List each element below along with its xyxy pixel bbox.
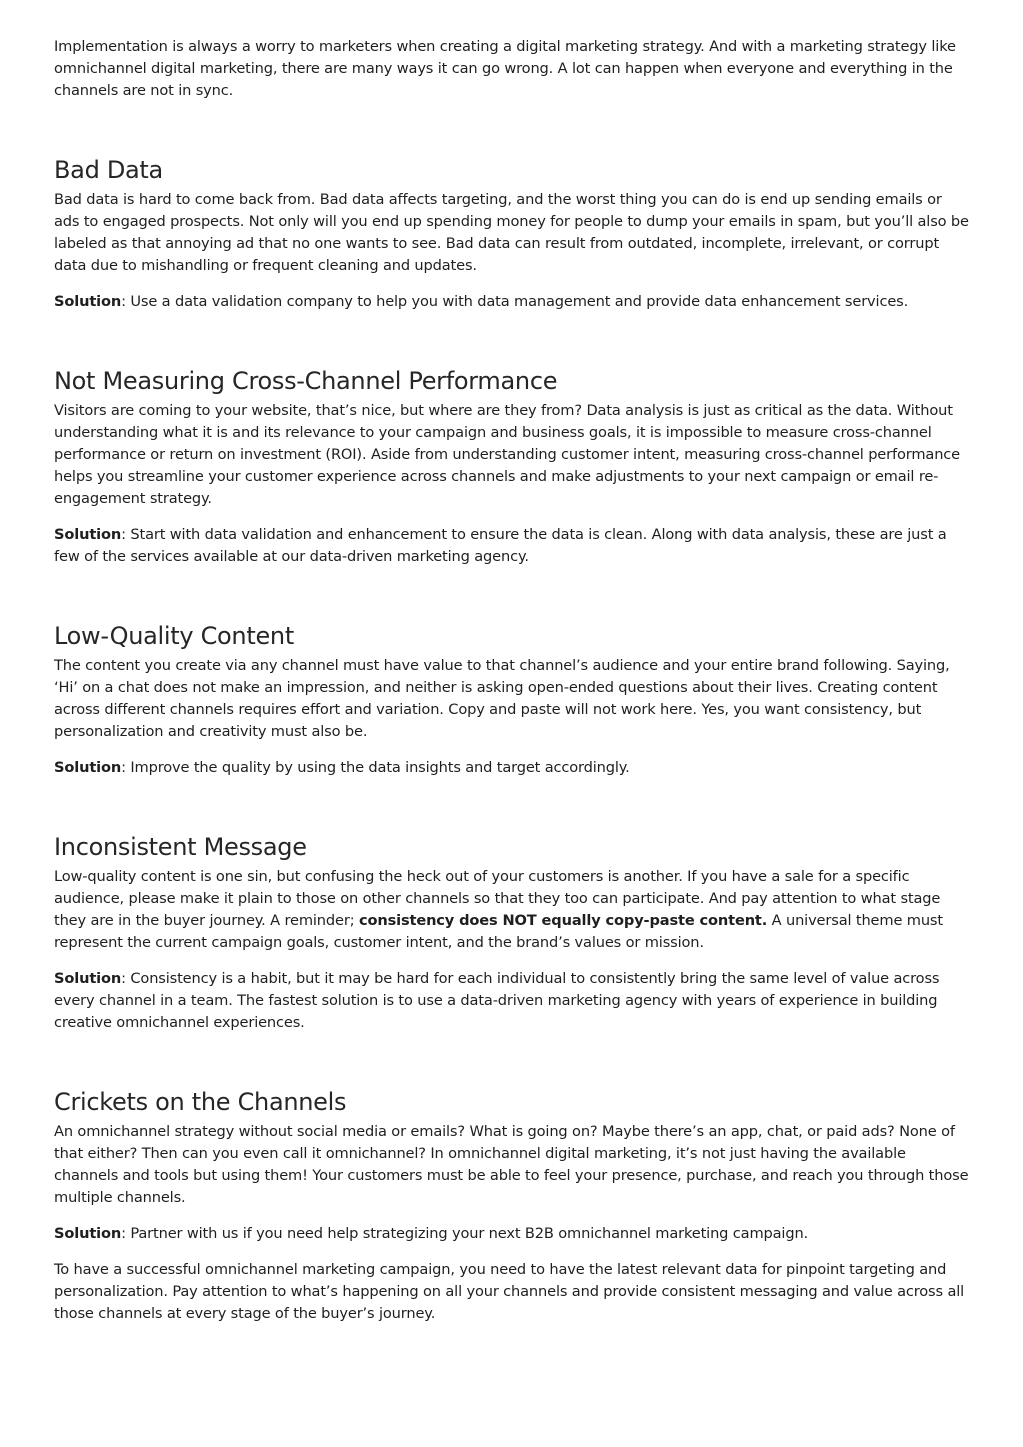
- solution-paragraph: [54, 757, 971, 779]
- solution-label: Solution: [54, 293, 122, 310]
- body-emphasis: consistency does NOT equally copy-paste content.: [358, 912, 768, 929]
- solution-text: : Consistency is a habit, but it may be hard for each individual to consistently bring the same level of value across every channel in a team. The fastest solution is to use a data-driven marketing agency with years of experience in building creative omnichannel experiences.: [54, 970, 940, 1031]
- closing-paragraph: To have a successful omnichannel marketing campaign, you need to have the latest relevant data for pinpoint targeting and personalization. Pay attention to what’s happening on all your channels and provide consistent messaging and value across all those channels at every stage of the buyer’s journey.: [54, 1261, 965, 1322]
- section-heading: Low-Quality Content: [54, 622, 294, 650]
- solution-label: Solution: [54, 970, 122, 987]
- body-text-before: Low-quality content is one sin, but confusing the heck out of your customers is another. If you have a sale for a specific audience, please make it plain to those on other channels so that they too can participate. And pay attention to what stage they are in the buyer journey. A reminder;: [54, 868, 941, 929]
- section-inconsistent-message: [54, 832, 971, 1034]
- section-body: An omnichannel strategy without social media or emails? What is going on? Maybe there’s an app, chat, or paid ads? None of that either? Then can you even call it omnichannel? In omnichannel digital marketing, it’s not just having the available channels and tools but using them! Your customers must be able to feel your presence, purchase, and reach you through those multiple channels.: [54, 1123, 969, 1206]
- solution-label: Solution: [54, 526, 122, 543]
- section-body: Bad data is hard to come back from. Bad data affects targeting, and the worst thing you can do is end up sending emails or ads to engaged prospects. Not only will you end up spending money for people to dump your emails in spam, but you’ll also be labeled as that annoying ad that no one wants to see. Bad data can result from outdated, incomplete, irrelevant, or corrupt data due to mishandling or frequent cleaning and updates.: [54, 191, 969, 274]
- section-body: Visitors are coming to your website, that’s nice, but where are they from? Data analysis is just as critical as the data. Without understanding what it is and its relevance to your campaign and business goals, it is impossible to measure cross-channel performance or return on investment (ROI). Aside from understanding customer intent, measuring cross-channel performance helps you streamline your customer experience across channels and make adjustments to your next campaign or email re-engagement strategy.: [54, 402, 961, 507]
- solution-paragraph: [54, 291, 971, 313]
- section-heading: Not Measuring Cross-Channel Performance: [54, 367, 558, 395]
- solution-text: : Use a data validation company to help you with data management and provide data enhancement services.: [121, 293, 909, 310]
- section-heading: Inconsistent Message: [54, 833, 307, 861]
- solution-text: : Start with data validation and enhancement to ensure the data is clean. Along with data analysis, these are just a few of the services available at our data-driven marketing agency.: [54, 526, 947, 565]
- solution-label: Solution: [54, 1225, 122, 1242]
- body-text-after: A universal theme must represent the current campaign goals, customer intent, and the brand’s values or mission.: [54, 912, 943, 951]
- solution-paragraph: [54, 968, 971, 1034]
- section-low-quality-content: [54, 621, 971, 779]
- section-bad-data: [54, 155, 971, 313]
- section-heading: Bad Data: [54, 156, 163, 184]
- solution-label: Solution: [54, 759, 122, 776]
- solution-paragraph: [54, 524, 971, 568]
- solution-paragraph: [54, 1223, 971, 1245]
- section-cross-channel-performance: [54, 366, 971, 568]
- section-body: [54, 866, 971, 954]
- intro-paragraph: Implementation is always a worry to marketers when creating a digital marketing strategy. And with a marketing strategy like omnichannel digital marketing, there are many ways it can go wrong. A lot can happen when everyone and everything in the channels are not in sync.: [54, 38, 956, 99]
- solution-text: : Improve the quality by using the data insights and target accordingly.: [121, 759, 630, 776]
- section-heading: Crickets on the Channels: [54, 1088, 347, 1116]
- solution-text: : Partner with us if you need help strategizing your next B2B omnichannel marketing campaign.: [121, 1225, 809, 1242]
- section-crickets-on-channels: [54, 1087, 971, 1245]
- section-body: The content you create via any channel must have value to that channel’s audience and your entire brand following. Saying, ‘Hi’ on a chat does not make an impression, and neither is asking open-ended questions about their lives. Creating content across different channels requires effort and variation. Copy and paste will not work here. Yes, you want consistency, but personalization and creativity must also be.: [54, 657, 950, 740]
